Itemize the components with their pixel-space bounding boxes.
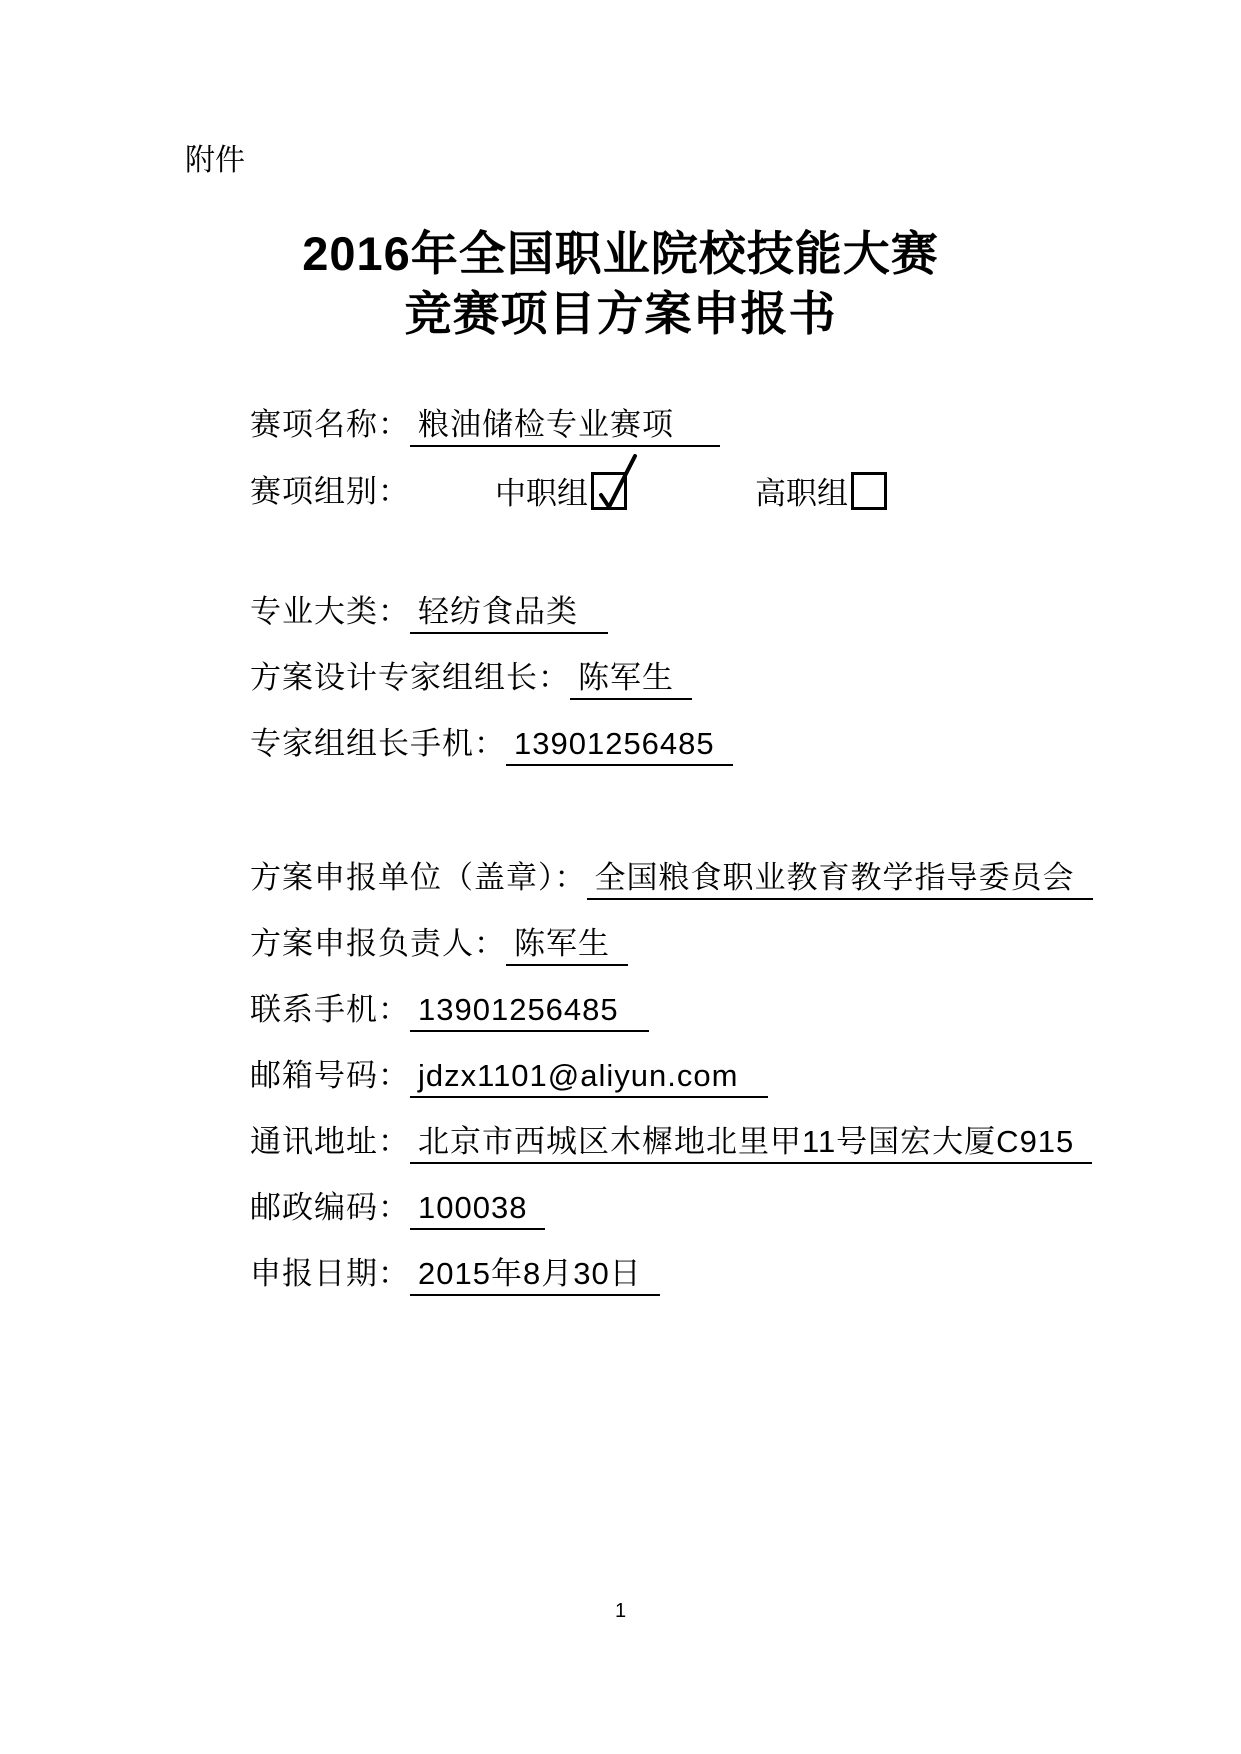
field-event-group-label: 赛项组别： [250,474,410,509]
field-mailing-address-value: 北京市西城区木樨地北里甲11号国宏大厦C915 [410,1124,1092,1164]
document-title-line1: 2016年全国职业院校技能大赛 [302,227,939,280]
field-postal-code-label: 邮政编码： [250,1190,410,1225]
field-event-name [250,405,720,445]
attachment-label: 附件 [185,144,245,177]
field-major-category-label: 专业大类： [250,594,410,629]
document-title-line2: 竞赛项目方案申报书 [404,287,837,340]
field-application-date [250,1254,660,1294]
document-title [0,224,1241,344]
event-group-option-higher-label: 高职组 [755,476,848,511]
field-applicant-person-label: 方案申报负责人： [250,926,506,961]
event-group-option-secondary-label: 中职组 [495,476,588,511]
event-group-option-higher [755,472,887,514]
field-email-label: 邮箱号码： [250,1058,410,1093]
field-mailing-address-label: 通讯地址： [250,1124,410,1159]
field-design-expert-leader [250,658,692,698]
field-postal-code-value: 100038 [410,1190,545,1230]
field-major-category [250,592,608,632]
field-expert-leader-mobile [250,724,733,764]
field-contact-mobile-label: 联系手机： [250,992,410,1027]
event-group-option-secondary [495,472,627,514]
field-major-category-value: 轻纺食品类 [410,594,608,634]
field-application-date-value: 2015年8月30日 [410,1256,660,1296]
higher-group-checkbox[interactable] [851,472,887,510]
field-applicant-org-value: 全国粮食职业教育教学指导委员会 [587,860,1093,900]
page-number: 1 [614,1600,627,1622]
field-applicant-person-value: 陈军生 [506,926,628,966]
field-email-value: jdzx1101@aliyun.com [410,1058,768,1098]
field-applicant-org [250,858,1093,898]
field-expert-leader-mobile-value: 13901256485 [506,726,733,766]
field-contact-mobile [250,990,649,1030]
field-postal-code [250,1188,545,1228]
checkmark-icon [591,451,643,515]
field-applicant-person [250,924,628,964]
field-contact-mobile-value: 13901256485 [410,992,649,1032]
field-design-expert-leader-label: 方案设计专家组组长： [250,660,570,695]
secondary-group-checkbox[interactable] [591,472,627,510]
field-applicant-org-label: 方案申报单位（盖章）： [250,860,587,895]
field-event-group [250,472,848,512]
field-expert-leader-mobile-label: 专家组组长手机： [250,726,506,761]
field-event-name-label: 赛项名称： [250,407,410,442]
field-event-name-value: 粮油储检专业赛项 [410,407,720,447]
field-application-date-label: 申报日期： [250,1256,410,1291]
field-design-expert-leader-value: 陈军生 [570,660,692,700]
field-mailing-address [250,1122,1092,1162]
field-email [250,1056,768,1096]
